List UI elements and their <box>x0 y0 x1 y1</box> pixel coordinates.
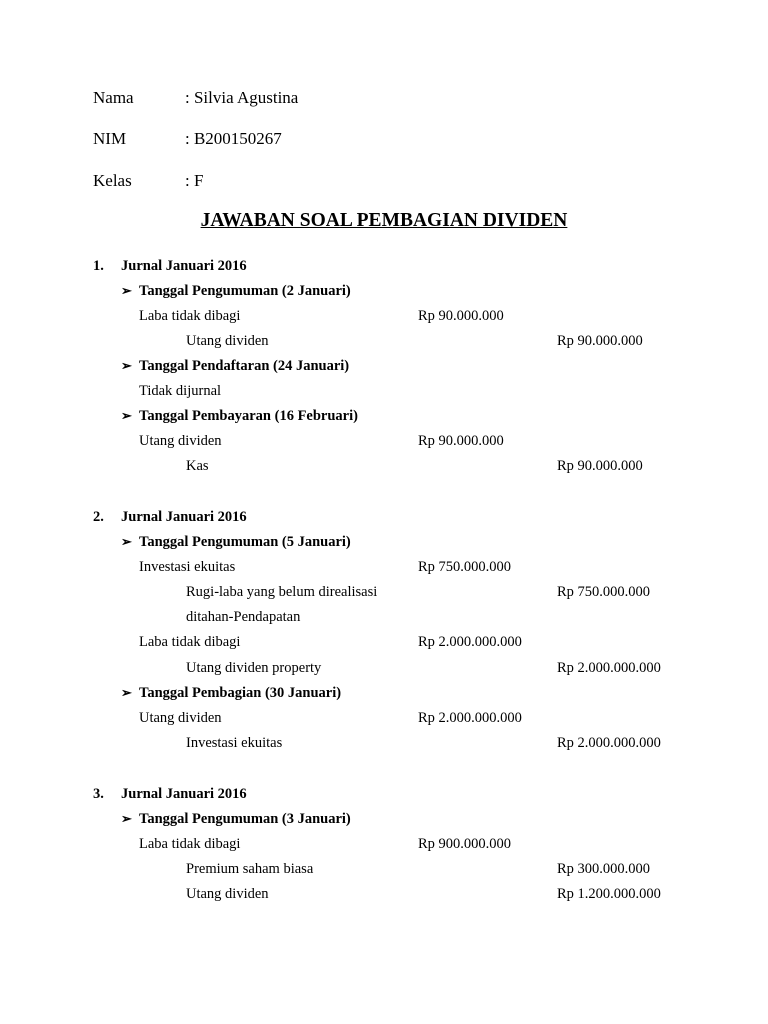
journal-account: Investasi ekuitas <box>139 559 236 575</box>
journal-debit: Rp 90.000.000 <box>418 433 504 449</box>
journal-debit: Rp 750.000.000 <box>418 559 512 575</box>
journal-account: Utang dividen <box>139 710 222 726</box>
section-3-number: 3. <box>93 786 104 802</box>
arrow-bullet-icon: ➢ <box>121 358 132 373</box>
section-1-sub-3-title <box>121 408 358 425</box>
sub-title-text: Tanggal Pendaftaran (24 Januari) <box>139 358 350 374</box>
journal-credit: Rp 300.000.000 <box>557 861 651 877</box>
section-1-heading: Jurnal Januari 2016 <box>121 258 247 274</box>
journal-account: Laba tidak dibagi <box>139 836 241 852</box>
section-2-sub-2-title <box>121 685 341 702</box>
nim-value: : B200150267 <box>185 129 282 148</box>
section-1-sub-2-title <box>121 358 349 375</box>
kelas-label: Kelas <box>93 171 132 190</box>
sub-title-text: Tanggal Pengumuman (2 Januari) <box>139 283 351 299</box>
arrow-bullet-icon: ➢ <box>121 685 132 700</box>
journal-account: Kas <box>186 458 209 474</box>
journal-account: Premium saham biasa <box>186 861 314 877</box>
nim-label: NIM <box>93 129 127 148</box>
journal-account: Utang dividen <box>186 886 269 902</box>
journal-account: Utang dividen property <box>186 660 322 676</box>
journal-credit: Rp 1.200.000.000 <box>557 886 661 902</box>
arrow-bullet-icon: ➢ <box>121 811 132 826</box>
arrow-bullet-icon: ➢ <box>121 408 132 423</box>
name-label: Nama <box>93 88 134 107</box>
section-2-sub-1-title <box>121 534 351 551</box>
page-title: JAWABAN SOAL PEMBAGIAN DIVIDEN <box>200 210 568 231</box>
journal-account: Laba tidak dibagi <box>139 634 241 650</box>
journal-debit: Rp 900.000.000 <box>418 836 512 852</box>
journal-account: Rugi-laba yang belum direalisasi <box>186 584 378 600</box>
journal-credit: Rp 90.000.000 <box>557 458 643 474</box>
journal-debit: Rp 2.000.000.000 <box>418 710 522 726</box>
arrow-bullet-icon: ➢ <box>121 534 132 549</box>
name-value: : Silvia Agustina <box>185 88 299 107</box>
journal-account: Investasi ekuitas <box>186 735 283 751</box>
journal-debit: Rp 2.000.000.000 <box>418 634 522 650</box>
section-1-number: 1. <box>93 258 104 274</box>
kelas-value: : F <box>185 171 204 190</box>
journal-account: Utang dividen <box>186 333 269 349</box>
sub-title-text: Tanggal Pengumuman (5 Januari) <box>139 534 351 550</box>
section-1-sub-1-title <box>121 283 351 300</box>
sub-title-text: Tanggal Pembayaran (16 Februari) <box>139 408 358 424</box>
journal-credit: Rp 2.000.000.000 <box>557 660 661 676</box>
section-3-sub-1-title <box>121 811 351 828</box>
journal-credit: Rp 90.000.000 <box>557 333 643 349</box>
journal-account: Utang dividen <box>139 433 222 449</box>
section-2-heading: Jurnal Januari 2016 <box>121 509 247 525</box>
section-3-heading: Jurnal Januari 2016 <box>121 786 247 802</box>
journal-account: ditahan-Pendapatan <box>186 609 301 625</box>
section-2-number: 2. <box>93 509 104 525</box>
journal-credit: Rp 2.000.000.000 <box>557 735 661 751</box>
sub-title-text: Tanggal Pengumuman (3 Januari) <box>139 811 351 827</box>
journal-account: Laba tidak dibagi <box>139 308 241 324</box>
journal-note: Tidak dijurnal <box>139 383 222 399</box>
arrow-bullet-icon: ➢ <box>121 283 132 298</box>
journal-debit: Rp 90.000.000 <box>418 308 504 324</box>
sub-title-text: Tanggal Pembagian (30 Januari) <box>139 685 342 701</box>
journal-credit: Rp 750.000.000 <box>557 584 651 600</box>
